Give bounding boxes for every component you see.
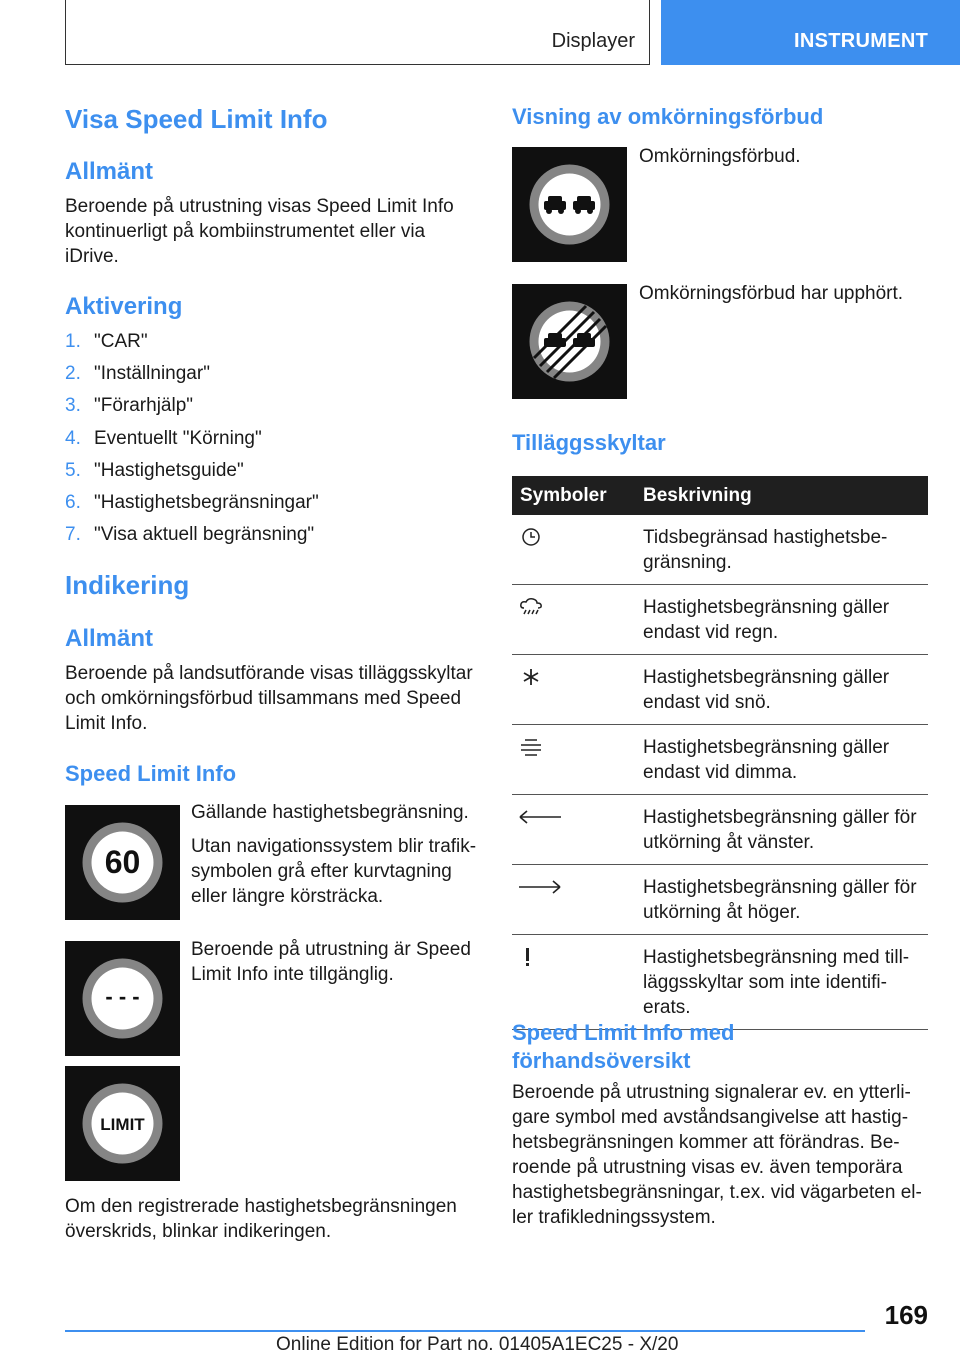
fog-icon (517, 737, 545, 757)
step-item: 2. "Inställningar" (65, 363, 210, 385)
rain-cloud-icon (517, 597, 545, 617)
sign-60-value: 60 (104, 844, 141, 880)
speed-limit-limit-sign (65, 1066, 180, 1181)
general-heading: Allmänt (65, 158, 154, 185)
table-row (512, 935, 928, 1030)
table-header-symbols: Symboler (520, 485, 607, 506)
step-item: 5. "Hastighetsguide" (65, 459, 244, 481)
table-row (512, 725, 928, 795)
sign-60-text1: Gällande hastighetsbegränsning. (191, 802, 469, 823)
sign-dash-value: - - - (105, 984, 140, 1009)
supplementary-heading: Tilläggsskyltar (512, 430, 666, 455)
general2-heading: Allmänt (65, 625, 154, 652)
step-item: 7. "Visa aktuell begränsning" (65, 524, 315, 546)
table-row (512, 795, 928, 865)
row-description: Hastighetsbegränsning gäller endast vid dimma. (643, 737, 890, 783)
overtaking-heading: Visning av omkörningsförbud (512, 104, 824, 129)
header-chapter-label: INSTRUMENT (794, 30, 929, 52)
step-item: 1. "CAR" (65, 331, 148, 352)
general-text: Beroende på utrustning visas Speed Limit Info kontinuerligt på kombiinstrumentet eller via iDrive. (65, 196, 454, 267)
section-title: Visa Speed Limit Info (65, 104, 328, 134)
exclamation-icon (517, 947, 545, 967)
row-description: Hastighetsbegränsning gäller för utkörning åt höger. (643, 877, 917, 923)
table-header (512, 476, 928, 515)
exceed-text: Om den registrerade hastighetsbegränsningen överskrids, blinkar indikeringen. (65, 1196, 457, 1242)
speed-limit-60-sign (65, 805, 180, 920)
table-header-description: Beskrivning (643, 485, 752, 506)
header-section-title: Displayer (551, 30, 635, 52)
speed-limit-unavailable-sign (65, 941, 180, 1056)
row-description: Tidsbegränsad hastighetsbe-gränsning. (643, 527, 888, 573)
sign-dash-text: Beroende på utrustning är Speed Limit Info inte tillgänglig. (191, 939, 471, 985)
activation-heading: Aktivering (65, 293, 183, 320)
table-row (512, 655, 928, 725)
preview-text: Beroende på utrustning signalerar ev. en ytterli-gare symbol med avståndsangivelse att hastig-hetsbegränsningen kommer att förändras. Be-roende på utrustning visas ev. även temporära hastighetsbegränsningar, t.ex. vid vägarbeten el-ler trafikledningssystem. (512, 1082, 922, 1228)
row-description: Hastighetsbegränsning gäller för utkörning åt vänster. (643, 807, 917, 853)
arrow-right-icon (517, 877, 563, 897)
snowflake-icon (517, 667, 545, 687)
clock-icon (517, 527, 545, 547)
footer-edition: Online Edition for Part no. 01405A1EC25 - X/20 (276, 1334, 679, 1355)
end-no-overtaking-sign (512, 284, 627, 399)
preview-heading: Speed Limit Info med förhandsöversikt (512, 1020, 735, 1073)
step-item: 4. Eventuellt "Körning" (65, 427, 262, 449)
supplementary-signs-table (512, 476, 928, 1030)
row-description: Hastighetsbegränsning gäller endast vid regn. (643, 597, 890, 643)
no-overtaking-sign (512, 147, 627, 262)
table-row (512, 585, 928, 655)
row-description: Hastighetsbegränsning gäller endast vid snö. (643, 667, 890, 713)
sign-60-text2: Utan navigationssystem blir trafik-symbolen grå efter kurvtagning eller längre körsträcka. (191, 836, 477, 907)
arrow-left-icon (517, 807, 563, 827)
sign-limit-value: LIMIT (100, 1115, 145, 1134)
activation-steps (65, 329, 319, 554)
table-row (512, 515, 928, 585)
table-row (512, 865, 928, 935)
end-no-overtaking-text: Omkörningsförbud har upphört. (639, 283, 904, 304)
footer-divider (65, 1330, 865, 1332)
header-chapter-tab[interactable] (661, 0, 960, 65)
sli-heading: Speed Limit Info (65, 761, 237, 786)
row-description: Hastighetsbegränsning med till-läggsskyltar som inte identifi-erats. (643, 947, 910, 1018)
general2-text: Beroende på landsutförande visas tilläggsskyltar och omkörningsförbud tillsammans med Speed Limit Info. (65, 663, 473, 734)
no-overtaking-text: Omkörningsförbud. (639, 146, 801, 167)
page-number: 169 (884, 1300, 928, 1330)
step-item: 6. "Hastighetsbegränsningar" (65, 491, 319, 513)
step-item: 3. "Förarhjälp" (65, 395, 194, 417)
header-section-box (65, 0, 650, 65)
indication-heading: Indikering (65, 570, 190, 600)
